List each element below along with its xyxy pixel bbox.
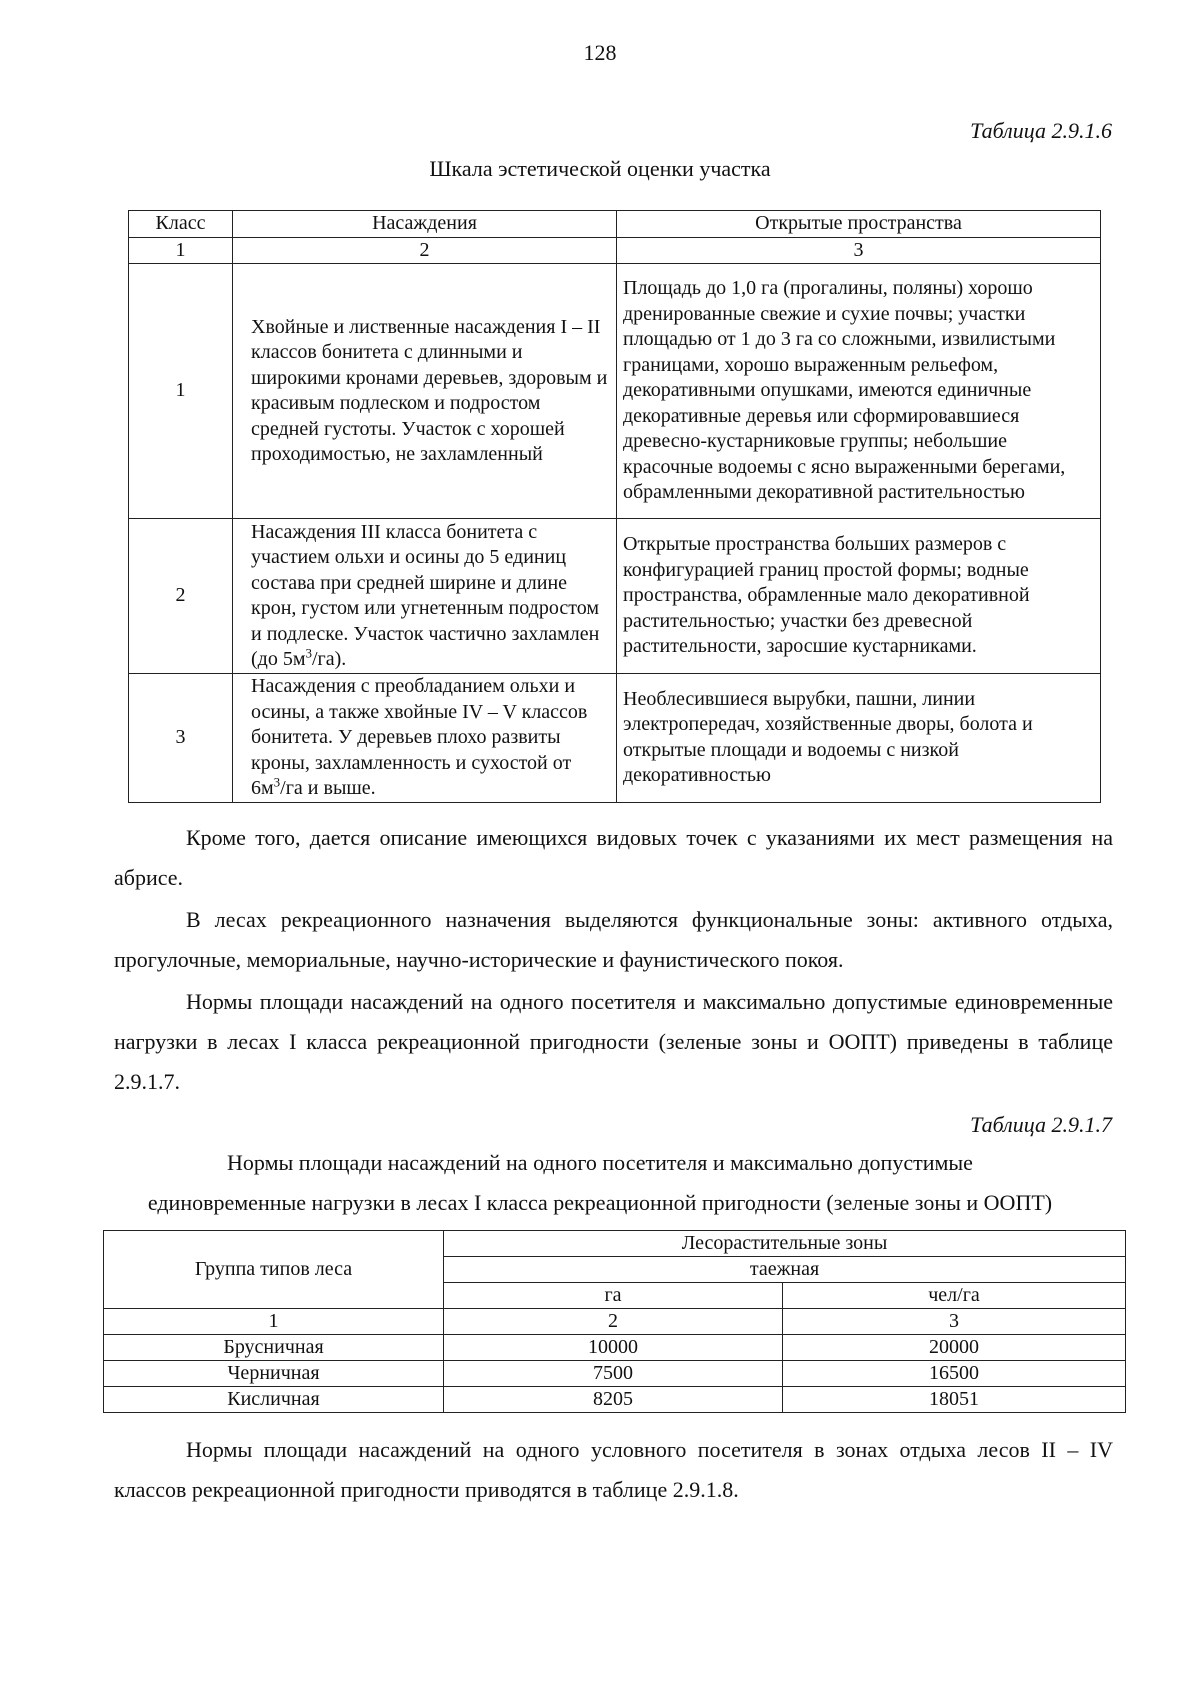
- header-taiga-zone: таежная: [444, 1257, 1126, 1283]
- header-forest-group: Группа типов леса: [104, 1231, 444, 1309]
- table-row: [104, 1361, 1126, 1387]
- final-paragraph: Нормы площади насаждений на одного условного посетителя в зонах отдыха лесов II – IV классов рекреационной пригодности приводятся в таблице 2.9.1.8.: [114, 1437, 1113, 1502]
- column-number: 3: [617, 237, 1101, 264]
- table2-numbering-row: [104, 1309, 1126, 1335]
- table1-header-row: [129, 211, 1101, 238]
- column-number: 2: [233, 237, 617, 264]
- column-number: 3: [783, 1309, 1126, 1335]
- plantings-cell: [233, 519, 617, 674]
- table1-caption: Шкала эстетической оценки участка: [429, 156, 771, 181]
- table2-header-row: [104, 1231, 1126, 1257]
- plantings-text: Насаждения III класса бонитета с участием ольхи и осины до 5 единиц состава при средней ширине и длине крон, густом или угнетенным подростом и подлеске. Участок частично захламлен (до 5м: [251, 520, 600, 670]
- ha-cell: 8205: [444, 1387, 783, 1413]
- plantings-cell: [233, 674, 617, 803]
- table-row: [129, 674, 1101, 803]
- table-row: [129, 264, 1101, 519]
- column-number: 2: [444, 1309, 783, 1335]
- header-class: Класс: [129, 211, 233, 238]
- plantings-text: Насаждения с преобладанием ольхи и осины, а также хвойные IV – V классов бонитета. У деревьев плохо развиты кроны, захламленность и сухостой от 6м: [251, 675, 588, 799]
- class-cell: 3: [129, 674, 233, 803]
- superscript: 3: [305, 645, 312, 661]
- table1-numbering-row: [129, 237, 1101, 264]
- table-row: [104, 1387, 1126, 1413]
- ha-cell: 10000: [444, 1335, 783, 1361]
- forest-group-cell: Брусничная: [104, 1335, 444, 1361]
- table2-caption-line2: единовременные нагрузки в лесах I класса рекреационной пригодности (зеленые зоны и ООПТ): [147, 1190, 1053, 1215]
- table2-label: Таблица 2.9.1.7: [970, 1112, 1112, 1137]
- class-cell: 1: [129, 264, 233, 519]
- table1-label: Таблица 2.9.1.6: [970, 118, 1112, 143]
- open-spaces-cell: Площадь до 1,0 га (прогалины, поляны) хорошо дренированные свежие и сухие почвы; участки площадью от 1 до 3 га со сложными, извилистыми границами, хорошо выраженным рельефом, декоративными опушками, имеются единичные декоративные деревья или сформировавшиеся древесно-кустарниковые группы; небольшие красочные водоемы с ясно выраженными берегами, обрамленными декоративной растительностью: [617, 264, 1101, 519]
- paragraph: В лесах рекреационного назначения выделяются функциональные зоны: активного отдыха, прогулочные, мемориальные, научно-исторические и фаунистического покоя.: [114, 907, 1113, 972]
- open-spaces-cell: Необлесившиеся вырубки, пашни, линии электропередач, хозяйственные дворы, болота и открытые площади и водоемы с низкой декоративностью: [617, 674, 1101, 803]
- table-row: [129, 519, 1101, 674]
- plantings-text-end: /га).: [312, 648, 347, 670]
- plantings-cell: Хвойные и лиственные насаждения I – II классов бонитета с длинными и широкими кронами деревьев, здоровым и красивым подлеском и подростом средней густоты. Участок с хорошей проходимостью, не захламленный: [233, 264, 617, 519]
- table2-caption-line1: Нормы площади насаждений на одного посетителя и максимально допустимые: [227, 1150, 973, 1175]
- header-plantings: Насаждения: [233, 211, 617, 238]
- plantings-text-end: /га и выше.: [280, 777, 376, 799]
- people-per-ha-cell: 18051: [783, 1387, 1126, 1413]
- page-number: 128: [583, 40, 617, 65]
- superscript: 3: [273, 774, 281, 790]
- open-spaces-cell: Открытые пространства больших размеров с конфигурацией границ простой формы; водные пространства, обрамленные мало декоративной растительностью; участки без древесной растительности, заросшие кустарниками.: [617, 519, 1101, 674]
- forest-group-cell: Черничная: [104, 1361, 444, 1387]
- header-unit-ha: га: [444, 1283, 783, 1309]
- aesthetic-scale-table: [128, 210, 1101, 803]
- people-per-ha-cell: 20000: [783, 1335, 1126, 1361]
- people-per-ha-cell: 16500: [783, 1361, 1126, 1387]
- class-cell: 2: [129, 519, 233, 674]
- ha-cell: 7500: [444, 1361, 783, 1387]
- forest-group-cell: Кисличная: [104, 1387, 444, 1413]
- column-number: 1: [129, 237, 233, 264]
- column-number: 1: [104, 1309, 444, 1335]
- visitor-norms-table: [103, 1230, 1126, 1413]
- header-forest-zones: Лесорастительные зоны: [444, 1231, 1126, 1257]
- header-unit-people-per-ha: чел/га: [783, 1283, 1126, 1309]
- table-row: [104, 1335, 1126, 1361]
- paragraph: Кроме того, дается описание имеющихся видовых точек с указаниями их мест размещения на абрисе.: [114, 825, 1113, 890]
- header-open-spaces: Открытые пространства: [617, 211, 1101, 238]
- paragraph: Нормы площади насаждений на одного посетителя и максимально допустимые единовременные нагрузки в лесах I класса рекреационной пригодности (зеленые зоны и ООПТ) приведены в таблице 2.9.1.7.: [114, 989, 1113, 1094]
